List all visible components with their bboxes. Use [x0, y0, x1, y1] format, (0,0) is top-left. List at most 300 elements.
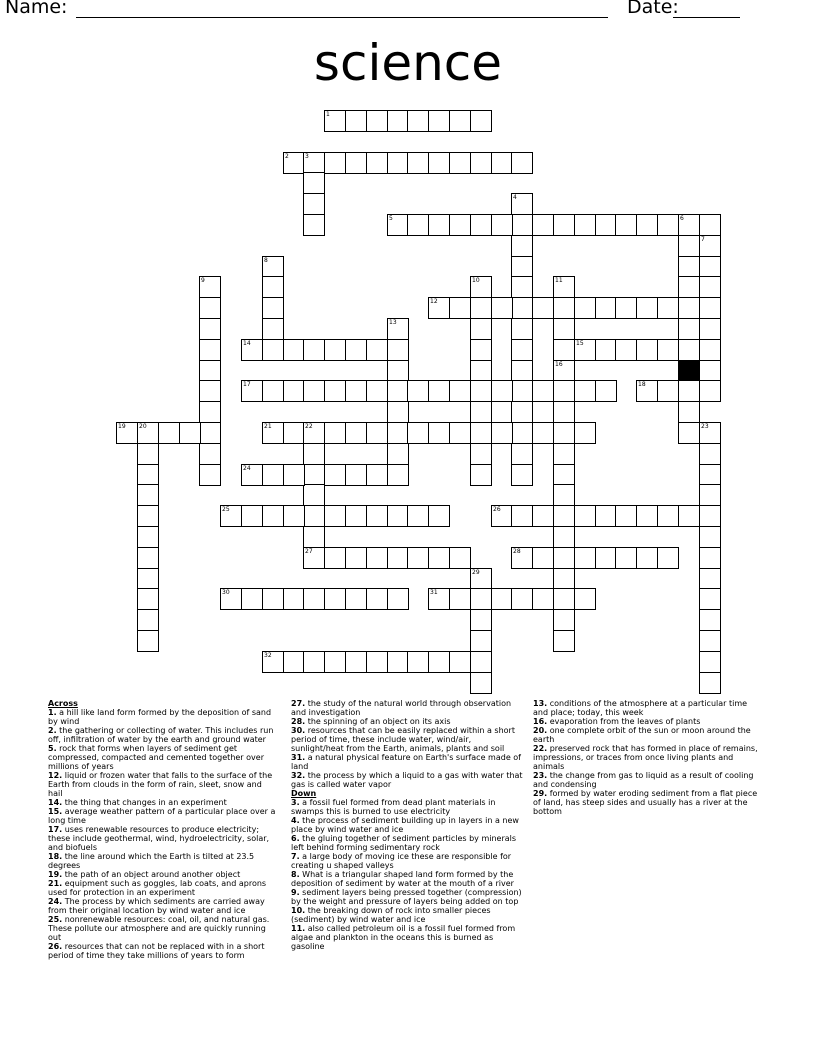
grid-cell[interactable]	[137, 568, 159, 590]
grid-cell[interactable]	[449, 214, 471, 236]
grid-cell[interactable]	[324, 152, 346, 174]
grid-cell[interactable]	[283, 651, 305, 673]
grid-cell[interactable]	[366, 651, 388, 673]
grid-cell[interactable]	[199, 360, 221, 382]
grid-cell[interactable]	[699, 526, 721, 548]
clue-number: 8.	[291, 870, 300, 879]
grid-cell[interactable]	[387, 360, 409, 382]
grid-cell[interactable]	[699, 505, 721, 527]
cell-number: 7	[701, 236, 705, 243]
grid-cell[interactable]	[699, 672, 721, 694]
grid-cell[interactable]	[387, 651, 409, 673]
grid-cell[interactable]	[553, 609, 575, 631]
grid-cell[interactable]	[303, 588, 325, 610]
grid-cell[interactable]	[615, 547, 637, 569]
grid-cell[interactable]	[511, 401, 533, 423]
grid-cell[interactable]	[511, 339, 533, 361]
grid-cell[interactable]	[657, 380, 679, 402]
grid-cell[interactable]	[303, 484, 325, 506]
grid-cell[interactable]	[387, 464, 409, 486]
grid-cell[interactable]	[699, 318, 721, 340]
grid-cell[interactable]	[324, 464, 346, 486]
grid-cell[interactable]	[636, 505, 658, 527]
grid-cell[interactable]	[387, 214, 409, 236]
grid-cell[interactable]	[345, 464, 367, 486]
grid-cell[interactable]	[137, 464, 159, 486]
grid-cell[interactable]	[470, 609, 492, 631]
grid-cell[interactable]	[657, 297, 679, 319]
grid-cell[interactable]	[699, 588, 721, 610]
clue-number: 9.	[291, 888, 300, 897]
grid-cell[interactable]	[574, 297, 596, 319]
grid-cell[interactable]	[387, 318, 409, 340]
grid-cell[interactable]	[262, 464, 284, 486]
grid-cell[interactable]	[241, 380, 263, 402]
grid-cell[interactable]	[574, 339, 596, 361]
grid-cell[interactable]	[470, 630, 492, 652]
clue-number: 18.	[48, 852, 63, 861]
grid-cell[interactable]	[699, 484, 721, 506]
clue-number: 10.	[291, 906, 306, 915]
grid-cell[interactable]	[324, 380, 346, 402]
grid-cell[interactable]	[511, 443, 533, 465]
grid-cell[interactable]	[407, 505, 429, 527]
grid-cell[interactable]	[553, 547, 575, 569]
grid-cell[interactable]	[615, 297, 637, 319]
grid-cell[interactable]	[366, 422, 388, 444]
clue-number: 24.	[48, 897, 63, 906]
grid-cell[interactable]	[199, 318, 221, 340]
grid-cell[interactable]	[262, 276, 284, 298]
grid-cell[interactable]	[407, 380, 429, 402]
grid-cell[interactable]	[470, 568, 492, 590]
cell-number: 11	[555, 277, 563, 284]
grid-cell[interactable]	[699, 630, 721, 652]
grid-cell[interactable]	[678, 297, 700, 319]
grid-cell[interactable]	[137, 484, 159, 506]
grid-cell[interactable]	[532, 547, 554, 569]
grid-cell[interactable]	[699, 276, 721, 298]
grid-cell[interactable]	[491, 505, 513, 527]
grid-cell[interactable]	[262, 588, 284, 610]
grid-cell[interactable]	[262, 380, 284, 402]
grid-cell[interactable]	[636, 547, 658, 569]
grid-cell[interactable]	[428, 214, 450, 236]
grid-cell[interactable]	[553, 505, 575, 527]
grid-cell[interactable]	[678, 401, 700, 423]
grid-cell[interactable]	[511, 422, 533, 444]
grid-cell[interactable]	[262, 318, 284, 340]
grid-cell[interactable]	[553, 276, 575, 298]
grid-cell[interactable]	[428, 588, 450, 610]
grid-cell[interactable]	[470, 214, 492, 236]
clue-item: 17. uses renewable resources to produce electricity; these include geothermal, wind, hydroelectricity, solar, and biofuels	[48, 825, 270, 852]
grid-cell[interactable]	[511, 276, 533, 298]
grid-cell[interactable]	[699, 422, 721, 444]
grid-cell[interactable]	[137, 588, 159, 610]
grid-cell[interactable]	[387, 152, 409, 174]
grid-cell[interactable]	[615, 505, 637, 527]
grid-cell[interactable]	[303, 339, 325, 361]
grid-cell[interactable]	[553, 318, 575, 340]
grid-cell[interactable]	[532, 588, 554, 610]
grid-cell[interactable]	[553, 630, 575, 652]
grid-cell[interactable]	[137, 630, 159, 652]
grid-cell[interactable]	[324, 651, 346, 673]
grid-cell[interactable]	[241, 505, 263, 527]
cell-number: 32	[264, 652, 272, 659]
grid-cell[interactable]	[470, 588, 492, 610]
grid-cell[interactable]	[407, 547, 429, 569]
grid-cell[interactable]	[553, 526, 575, 548]
grid-cell[interactable]	[511, 318, 533, 340]
grid-cell[interactable]	[699, 547, 721, 569]
grid-cell[interactable]	[366, 110, 388, 132]
grid-cell[interactable]	[491, 422, 513, 444]
grid-cell[interactable]	[595, 547, 617, 569]
grid-cell[interactable]	[532, 380, 554, 402]
grid-cell[interactable]	[636, 380, 658, 402]
grid-cell[interactable]	[553, 464, 575, 486]
grid-cell[interactable]	[428, 297, 450, 319]
grid-cell[interactable]	[595, 505, 617, 527]
grid-cell[interactable]	[699, 256, 721, 278]
grid-cell[interactable]	[553, 401, 575, 423]
grid-cell[interactable]	[199, 297, 221, 319]
grid-cell[interactable]	[303, 422, 325, 444]
grid-cell[interactable]	[511, 152, 533, 174]
grid-cell[interactable]	[387, 505, 409, 527]
grid-cell[interactable]	[553, 568, 575, 590]
grid-cell[interactable]	[303, 152, 325, 174]
grid-cell[interactable]	[699, 568, 721, 590]
grid-cell[interactable]	[470, 297, 492, 319]
grid-cell[interactable]	[407, 110, 429, 132]
clue-item: 13. conditions of the atmosphere at a particular time and place; today, this week	[533, 699, 748, 717]
grid-cell[interactable]	[470, 672, 492, 694]
grid-cell[interactable]	[636, 339, 658, 361]
grid-cell[interactable]	[449, 152, 471, 174]
grid-cell[interactable]	[283, 464, 305, 486]
grid-cell[interactable]	[283, 339, 305, 361]
cell-number: 1	[326, 111, 330, 118]
grid-cell[interactable]	[324, 505, 346, 527]
clue-item: 10. the breaking down of rock into smaller pieces (sediment) by wind water and ice	[291, 906, 491, 924]
grid-cell[interactable]	[470, 380, 492, 402]
grid-cell[interactable]	[511, 256, 533, 278]
grid-cell[interactable]	[345, 380, 367, 402]
grid-cell[interactable]	[283, 152, 305, 174]
grid-cell[interactable]	[553, 360, 575, 382]
grid-cell[interactable]	[574, 547, 596, 569]
grid-cell[interactable]	[345, 651, 367, 673]
grid-cell[interactable]	[387, 380, 409, 402]
grid-cell[interactable]	[199, 422, 221, 444]
grid-cell[interactable]	[678, 256, 700, 278]
grid-cell[interactable]	[699, 360, 721, 382]
grid-cell[interactable]	[511, 193, 533, 215]
grid-cell[interactable]	[428, 110, 450, 132]
grid-cell[interactable]	[407, 214, 429, 236]
grid-cell[interactable]	[532, 422, 554, 444]
grid-cell[interactable]	[491, 214, 513, 236]
grid-cell[interactable]	[387, 401, 409, 423]
grid-cell[interactable]	[553, 380, 575, 402]
date-label: Date:	[627, 0, 679, 18]
grid-cell[interactable]	[615, 214, 637, 236]
grid-cell[interactable]	[428, 505, 450, 527]
cell-number: 10	[472, 277, 480, 284]
grid-cell[interactable]	[511, 505, 533, 527]
grid-cell[interactable]	[678, 339, 700, 361]
grid-cell[interactable]	[137, 505, 159, 527]
grid-cell[interactable]	[699, 443, 721, 465]
grid-cell[interactable]	[449, 651, 471, 673]
grid-cell[interactable]	[137, 609, 159, 631]
grid-cell[interactable]	[324, 588, 346, 610]
grid-cell[interactable]	[387, 422, 409, 444]
grid-cell[interactable]	[657, 547, 679, 569]
grid-cell[interactable]	[511, 547, 533, 569]
clue-number: 32.	[291, 771, 306, 780]
grid-cell[interactable]	[449, 110, 471, 132]
grid-cell[interactable]	[636, 297, 658, 319]
grid-cell[interactable]	[262, 651, 284, 673]
grid-cell[interactable]	[491, 152, 513, 174]
grid-cell[interactable]	[303, 464, 325, 486]
grid-cell[interactable]	[345, 152, 367, 174]
grid-cell[interactable]	[116, 422, 138, 444]
grid-cell[interactable]	[470, 110, 492, 132]
grid-cell[interactable]	[366, 380, 388, 402]
grid-cell[interactable]	[470, 651, 492, 673]
grid-cell[interactable]	[511, 380, 533, 402]
grid-cell[interactable]	[387, 588, 409, 610]
grid-cell[interactable]	[303, 651, 325, 673]
grid-cell[interactable]	[345, 422, 367, 444]
grid-cell[interactable]	[532, 297, 554, 319]
grid-cell[interactable]	[428, 651, 450, 673]
grid-cell[interactable]	[137, 526, 159, 548]
grid-cell[interactable]	[595, 214, 617, 236]
grid-cell[interactable]	[345, 505, 367, 527]
grid-cell[interactable]	[699, 297, 721, 319]
grid-cell[interactable]	[595, 297, 617, 319]
grid-cell[interactable]	[137, 547, 159, 569]
grid-cell[interactable]	[366, 339, 388, 361]
clue-item: 32. the process by which a liquid to a gas with water that gas is called water vapor	[291, 771, 523, 789]
grid-cell[interactable]	[428, 152, 450, 174]
grid-cell[interactable]	[553, 588, 575, 610]
grid-cell[interactable]	[678, 318, 700, 340]
grid-cell[interactable]	[574, 214, 596, 236]
grid-cell[interactable]	[699, 380, 721, 402]
grid-cell[interactable]	[303, 505, 325, 527]
grid-cell[interactable]	[345, 110, 367, 132]
grid-cell[interactable]	[241, 588, 263, 610]
grid-cell[interactable]	[699, 651, 721, 673]
clue-item: 27. the study of the natural world through observation and investigation	[291, 699, 512, 717]
grid-cell[interactable]	[595, 339, 617, 361]
grid-cell[interactable]	[303, 193, 325, 215]
grid-cell[interactable]	[158, 422, 180, 444]
grid-cell[interactable]	[678, 505, 700, 527]
grid-cell[interactable]	[324, 422, 346, 444]
grid-cell[interactable]	[491, 380, 513, 402]
grid-cell[interactable]	[511, 235, 533, 257]
grid-cell[interactable]	[241, 339, 263, 361]
grid-cell[interactable]	[179, 422, 201, 444]
grid-cell[interactable]	[449, 588, 471, 610]
grid-cell[interactable]	[199, 401, 221, 423]
grid-cell[interactable]	[303, 547, 325, 569]
grid-cell[interactable]	[699, 214, 721, 236]
grid-cell[interactable]	[387, 547, 409, 569]
grid-cell[interactable]	[262, 505, 284, 527]
grid-cell[interactable]	[532, 214, 554, 236]
grid-cell[interactable]	[366, 505, 388, 527]
grid-cell[interactable]	[491, 297, 513, 319]
black-cell	[678, 360, 700, 382]
grid-cell[interactable]	[428, 422, 450, 444]
grid-cell[interactable]	[553, 297, 575, 319]
grid-cell[interactable]	[470, 318, 492, 340]
grid-cell[interactable]	[407, 422, 429, 444]
grid-cell[interactable]	[470, 401, 492, 423]
grid-cell[interactable]	[324, 339, 346, 361]
grid-cell[interactable]	[574, 505, 596, 527]
grid-cell[interactable]	[699, 609, 721, 631]
grid-cell[interactable]	[678, 214, 700, 236]
grid-cell[interactable]	[491, 588, 513, 610]
grid-cell[interactable]	[387, 110, 409, 132]
grid-cell[interactable]	[511, 214, 533, 236]
grid-cell[interactable]	[449, 547, 471, 569]
grid-cell[interactable]	[283, 422, 305, 444]
grid-cell[interactable]	[678, 276, 700, 298]
grid-cell[interactable]	[199, 380, 221, 402]
clue-item: 26. resources that can not be replaced with in a short period of time they take millions of years to form	[48, 942, 265, 960]
grid-cell[interactable]	[574, 422, 596, 444]
grid-cell[interactable]	[699, 464, 721, 486]
grid-cell[interactable]	[678, 380, 700, 402]
grid-cell[interactable]	[595, 380, 617, 402]
cell-number: 23	[701, 423, 709, 430]
grid-cell[interactable]	[553, 443, 575, 465]
grid-cell[interactable]	[283, 380, 305, 402]
grid-cell[interactable]	[511, 360, 533, 382]
grid-cell[interactable]	[199, 276, 221, 298]
clue-item: 1. a hill like land form formed by the deposition of sand by wind	[48, 708, 272, 726]
grid-cell[interactable]	[137, 443, 159, 465]
grid-cell[interactable]	[574, 380, 596, 402]
grid-cell[interactable]	[199, 464, 221, 486]
cell-number: 2	[285, 153, 289, 160]
grid-cell[interactable]	[345, 588, 367, 610]
grid-cell[interactable]	[511, 297, 533, 319]
grid-cell[interactable]	[636, 214, 658, 236]
grid-cell[interactable]	[407, 651, 429, 673]
grid-cell[interactable]	[387, 443, 409, 465]
cell-number: 13	[389, 319, 397, 326]
grid-cell[interactable]	[220, 588, 242, 610]
grid-cell[interactable]	[553, 484, 575, 506]
grid-cell[interactable]	[470, 422, 492, 444]
grid-cell[interactable]	[324, 547, 346, 569]
grid-cell[interactable]	[345, 547, 367, 569]
grid-cell[interactable]	[345, 339, 367, 361]
clue-item: 11. also called petroleum oil is a fossil fuel formed from algae and plankton in the oceans this is burned as gasoline	[291, 924, 516, 951]
grid-cell[interactable]	[470, 443, 492, 465]
grid-cell[interactable]	[262, 422, 284, 444]
grid-cell[interactable]	[137, 422, 159, 444]
clue-number: 20.	[533, 726, 548, 735]
grid-cell[interactable]	[199, 443, 221, 465]
grid-cell[interactable]	[366, 547, 388, 569]
grid-cell[interactable]	[262, 339, 284, 361]
grid-cell[interactable]	[303, 380, 325, 402]
grid-cell[interactable]	[241, 464, 263, 486]
grid-cell[interactable]	[511, 464, 533, 486]
grid-cell[interactable]	[303, 526, 325, 548]
clue-item: 14. the thing that changes in an experiment	[48, 798, 227, 807]
grid-cell[interactable]	[366, 464, 388, 486]
grid-cell[interactable]	[387, 339, 409, 361]
grid-cell[interactable]	[470, 152, 492, 174]
grid-cell[interactable]	[678, 422, 700, 444]
grid-cell[interactable]	[532, 505, 554, 527]
grid-cell[interactable]	[407, 152, 429, 174]
grid-cell[interactable]	[615, 339, 637, 361]
grid-cell[interactable]	[303, 443, 325, 465]
grid-cell[interactable]	[678, 235, 700, 257]
grid-cell[interactable]	[199, 339, 221, 361]
grid-cell[interactable]	[366, 588, 388, 610]
grid-cell[interactable]	[699, 235, 721, 257]
grid-cell[interactable]	[428, 547, 450, 569]
grid-cell[interactable]	[283, 505, 305, 527]
grid-cell[interactable]	[449, 380, 471, 402]
grid-cell[interactable]	[220, 505, 242, 527]
grid-cell[interactable]	[262, 256, 284, 278]
grid-cell[interactable]	[657, 505, 679, 527]
grid-cell[interactable]	[699, 339, 721, 361]
grid-cell[interactable]	[553, 214, 575, 236]
clue-item: 7. a large body of moving ice these are responsible for creating u shaped valleys	[291, 852, 512, 870]
grid-cell[interactable]	[449, 422, 471, 444]
grid-cell[interactable]	[303, 214, 325, 236]
grid-cell[interactable]	[470, 339, 492, 361]
grid-cell[interactable]	[324, 110, 346, 132]
grid-cell[interactable]	[470, 464, 492, 486]
grid-cell[interactable]	[303, 172, 325, 194]
grid-cell[interactable]	[657, 339, 679, 361]
clue-section-heading: Across	[48, 699, 78, 708]
grid-cell[interactable]	[470, 360, 492, 382]
grid-cell[interactable]	[657, 214, 679, 236]
grid-cell[interactable]	[283, 588, 305, 610]
grid-cell[interactable]	[511, 588, 533, 610]
grid-cell[interactable]	[262, 297, 284, 319]
grid-cell[interactable]	[553, 422, 575, 444]
grid-cell[interactable]	[449, 297, 471, 319]
cell-number: 3	[305, 153, 309, 160]
grid-cell[interactable]	[574, 588, 596, 610]
grid-cell[interactable]	[470, 276, 492, 298]
grid-cell[interactable]	[428, 380, 450, 402]
grid-cell[interactable]	[553, 339, 575, 361]
grid-cell[interactable]	[366, 152, 388, 174]
